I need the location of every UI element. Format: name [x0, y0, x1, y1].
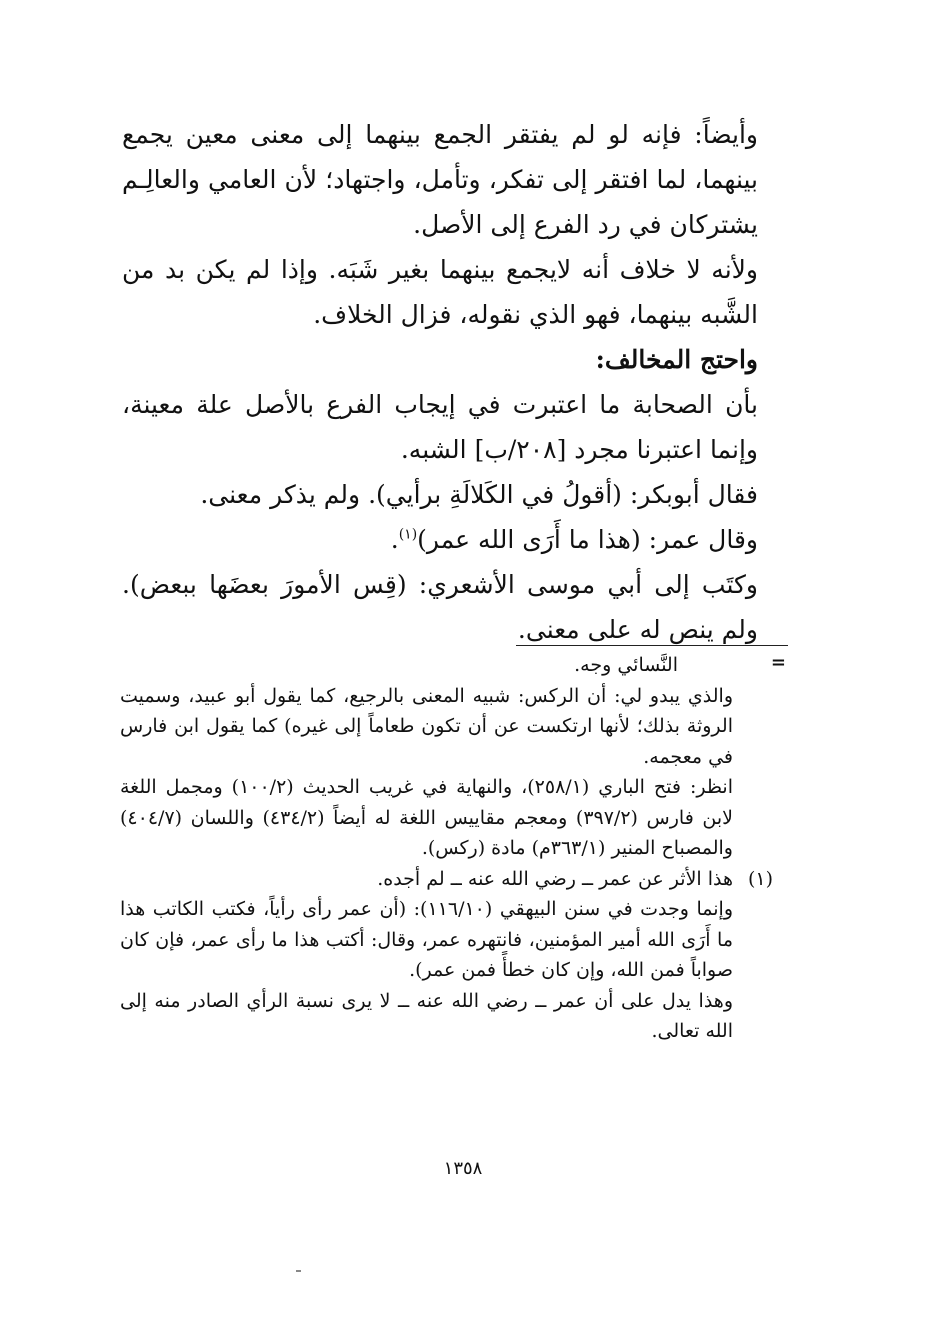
footnote-separator — [516, 645, 788, 646]
page-number: ١٣٥٨ — [443, 1158, 483, 1179]
footnote-text: هذا الأثر عن عمر ــ رضي الله عنه ــ لم أجده. — [377, 867, 733, 890]
paragraph: ولأنه لا خلاف أنه لايجمع بينهما بغير شَبَه. وإذا لم يكن بد من الشَّبه بينهما، فهو الذي نقوله، فزال الخلاف. — [122, 255, 758, 329]
main-text — [122, 112, 788, 652]
paragraph-end: . — [390, 525, 399, 554]
paragraph: فقال أبوبكر: (أقولُ في الكَلالَةِ برأيي). ولم يذكر معنى. — [200, 480, 758, 509]
footnote-text: انظر: فتح الباري (٢٥٨/١)، والنهاية في غريب الحديث (١٠٠/٢) ومجمل اللغة لابن فارس (٣٩٧/٢) ومعجم مقاييس اللغة له أيضاً (٤٣٤/٢) واللسان (٤٠٤/٧) والمصباح المنير (٣٦٣/١م) مادة (ركس). — [120, 776, 733, 859]
footnote-reference: (١) — [398, 526, 418, 543]
footnote-text: والذي يبدو لي: أن الركس: شبيه المعنى بالرجيع، كما يقول أبو عبيد، وسميت الروثة بذلك؛ لأنها ارتكست عن أن تكون طعاماً إلى غيره) كما يقول ابن فارس في معجمه. — [120, 684, 733, 768]
footnote-number: (١) — [747, 867, 774, 890]
scan-speck — [296, 1270, 301, 1272]
paragraph-text: وقال عمر: (هذا ما أَرَى الله عمر) — [417, 525, 758, 554]
footnote-text: وإنما وجدت في سنن البيهقي (١١٦/١٠): (أن عمر رأى رأياً، فكتب الكاتب هذا ما أَرَى الله أمير المؤمنين، فانتهره عمر، وقال: أكتب هذا ما رأى عمر، فإن كان صواباً فمن الله، وإن كان خطأً فمن عمر). — [120, 898, 733, 981]
paragraph — [122, 517, 788, 562]
section-heading: واحتج المخالف: — [595, 345, 758, 374]
footnotes — [120, 650, 788, 1047]
footnote-1 — [120, 864, 788, 895]
footnote-text: وهذا يدل على أن عمر ــ رضي الله عنه ــ لا يرى نسبة الرأي الصادر منه إلى الله تعالى. — [120, 989, 733, 1042]
footnote-text: النَّسائي وجه. — [574, 654, 678, 676]
footnote-continuation-marker: = — [770, 652, 786, 673]
paragraph: بأن الصحابة ما اعتبرت في إيجاب الفرع بالأصل علة معينة، وإنما اعتبرنا مجرد [٢٠٨/ب] الشبه. — [122, 390, 758, 464]
paragraph: وأيضاً: فإنه لو لم يفتقر الجمع بينهما إلى معنى معين يجمع بينهما، لما افتقر إلى تفكر، وتأمل، واجتهاد؛ لأن العامي والعالِـم يشتركان في رد الفرع إلى الأصل. — [122, 120, 758, 239]
paragraph: وكتَب إلى أبي موسى الأشعري: (قِس الأمورَ بعضَها ببعض). ولم ينص له على معنى. — [122, 570, 758, 644]
